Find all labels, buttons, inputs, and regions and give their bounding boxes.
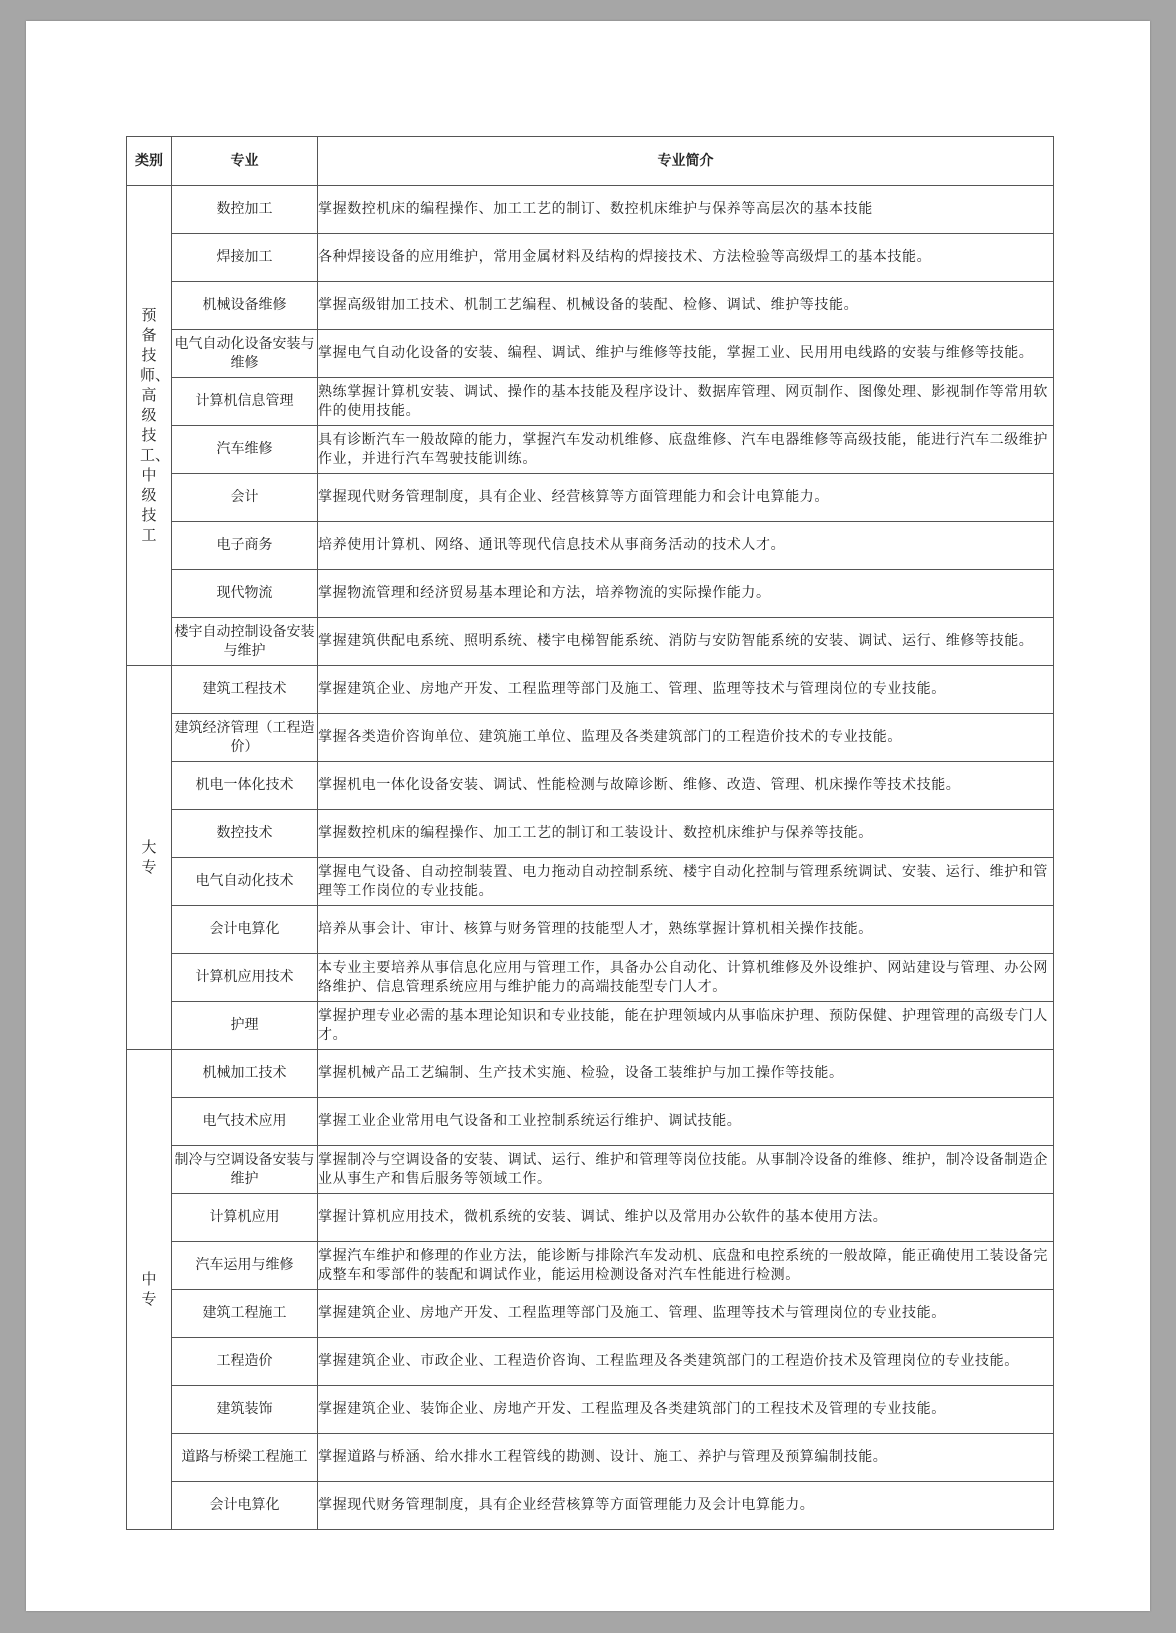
table-row xyxy=(127,474,1054,522)
table-row xyxy=(127,330,1054,378)
major-name: 焊接加工 xyxy=(172,234,318,282)
table-row xyxy=(127,570,1054,618)
major-name: 会计电算化 xyxy=(172,906,318,954)
major-description: 具有诊断汽车一般故障的能力，掌握汽车发动机维修、底盘维修、汽车电器维修等高级技能，能进行汽车二级维护作业，并进行汽车驾驶技能训练。 xyxy=(318,426,1054,474)
major-name: 建筑工程技术 xyxy=(172,666,318,714)
major-description: 掌握建筑企业、装饰企业、房地产开发、工程监理及各类建筑部门的工程技术及管理的专业技能。 xyxy=(318,1386,1054,1434)
major-name: 现代物流 xyxy=(172,570,318,618)
header-intro: 专业简介 xyxy=(318,137,1054,186)
major-description: 掌握机电一体化设备安装、调试、性能检测与故障诊断、维修、改造、管理、机床操作等技术技能。 xyxy=(318,762,1054,810)
major-name: 会计电算化 xyxy=(172,1482,318,1530)
major-name: 电子商务 xyxy=(172,522,318,570)
table-row xyxy=(127,282,1054,330)
major-name: 建筑经济管理（工程造价） xyxy=(172,714,318,762)
table-row xyxy=(127,1050,1054,1098)
category-label: 中专 xyxy=(141,1270,157,1308)
major-description: 本专业主要培养从事信息化应用与管理工作，具备办公自动化、计算机维修及外设维护、网站建设与管理、办公网络维护、信息管理系统应用与维护能力的高端技能型专门人才。 xyxy=(318,954,1054,1002)
table-row xyxy=(127,1146,1054,1194)
major-description: 掌握机械产品工艺编制、生产技术实施、检验，设备工装维护与加工操作等技能。 xyxy=(318,1050,1054,1098)
major-description: 掌握高级钳加工技术、机制工艺编程、机械设备的装配、检修、调试、维护等技能。 xyxy=(318,282,1054,330)
major-description: 掌握制冷与空调设备的安装、调试、运行、维护和管理等岗位技能。从事制冷设备的维修、维护，制冷设备制造企业从事生产和售后服务等领域工作。 xyxy=(318,1146,1054,1194)
table-row xyxy=(127,1098,1054,1146)
major-name: 计算机信息管理 xyxy=(172,378,318,426)
table-row xyxy=(127,1194,1054,1242)
table-row xyxy=(127,954,1054,1002)
table-row xyxy=(127,186,1054,234)
table-row xyxy=(127,906,1054,954)
table-row xyxy=(127,1386,1054,1434)
major-description: 掌握各类造价咨询单位、建筑施工单位、监理及各类建筑部门的工程造价技术的专业技能。 xyxy=(318,714,1054,762)
major-description: 掌握电气自动化设备的安装、编程、调试、维护与维修等技能，掌握工业、民用用电线路的安装与维修等技能。 xyxy=(318,330,1054,378)
major-description: 掌握建筑企业、房地产开发、工程监理等部门及施工、管理、监理等技术与管理岗位的专业技能。 xyxy=(318,1290,1054,1338)
table-row xyxy=(127,426,1054,474)
category-label: 预备技师、高级技工、中级技工 xyxy=(140,306,171,544)
category-cell xyxy=(127,186,172,666)
major-description: 培养使用计算机、网络、通讯等现代信息技术从事商务活动的技术人才。 xyxy=(318,522,1054,570)
major-description: 熟练掌握计算机安装、调试、操作的基本技能及程序设计、数据库管理、网页制作、图像处理、影视制作等常用软件的使用技能。 xyxy=(318,378,1054,426)
major-name: 计算机应用技术 xyxy=(172,954,318,1002)
major-description: 掌握建筑企业、市政企业、工程造价咨询、工程监理及各类建筑部门的工程造价技术及管理岗位的专业技能。 xyxy=(318,1338,1054,1386)
major-name: 机电一体化技术 xyxy=(172,762,318,810)
major-name: 汽车运用与维修 xyxy=(172,1242,318,1290)
major-description: 掌握工业企业常用电气设备和工业控制系统运行维护、调试技能。 xyxy=(318,1098,1054,1146)
category-cell xyxy=(127,666,172,1050)
major-name: 数控加工 xyxy=(172,186,318,234)
major-description: 掌握数控机床的编程操作、加工工艺的制订、数控机床维护与保养等高层次的基本技能 xyxy=(318,186,1054,234)
major-name: 数控技术 xyxy=(172,810,318,858)
major-description: 掌握道路与桥涵、给水排水工程管线的勘测、设计、施工、养护与管理及预算编制技能。 xyxy=(318,1434,1054,1482)
major-name: 汽车维修 xyxy=(172,426,318,474)
major-description: 掌握计算机应用技术，微机系统的安装、调试、维护以及常用办公软件的基本使用方法。 xyxy=(318,1194,1054,1242)
major-description: 掌握物流管理和经济贸易基本理论和方法，培养物流的实际操作能力。 xyxy=(318,570,1054,618)
table-row xyxy=(127,714,1054,762)
table-row xyxy=(127,1434,1054,1482)
major-name: 工程造价 xyxy=(172,1338,318,1386)
major-description: 各种焊接设备的应用维护，常用金属材料及结构的焊接技术、方法检验等高级焊工的基本技能。 xyxy=(318,234,1054,282)
table-row xyxy=(127,1290,1054,1338)
table-row xyxy=(127,762,1054,810)
table-row xyxy=(127,522,1054,570)
table-row xyxy=(127,1002,1054,1050)
major-description: 掌握护理专业必需的基本理论知识和专业技能，能在护理领域内从事临床护理、预防保健、护理管理的高级专门人才。 xyxy=(318,1002,1054,1050)
header-major: 专业 xyxy=(172,137,318,186)
table-row xyxy=(127,378,1054,426)
table-row xyxy=(127,1338,1054,1386)
category-label: 大专 xyxy=(141,838,157,876)
table-row xyxy=(127,618,1054,666)
table-body xyxy=(127,186,1054,1530)
header-category: 类别 xyxy=(127,137,172,186)
major-name: 计算机应用 xyxy=(172,1194,318,1242)
major-description: 掌握建筑企业、房地产开发、工程监理等部门及施工、管理、监理等技术与管理岗位的专业技能。 xyxy=(318,666,1054,714)
major-name: 楼宇自动控制设备安装与维护 xyxy=(172,618,318,666)
table-row xyxy=(127,858,1054,906)
major-name: 建筑工程施工 xyxy=(172,1290,318,1338)
table-row xyxy=(127,1242,1054,1290)
table-row xyxy=(127,234,1054,282)
major-description: 掌握电气设备、自动控制装置、电力拖动自动控制系统、楼宇自动化控制与管理系统调试、安装、运行、维护和管理等工作岗位的专业技能。 xyxy=(318,858,1054,906)
major-description: 掌握数控机床的编程操作、加工工艺的制订和工装设计、数控机床维护与保养等技能。 xyxy=(318,810,1054,858)
major-name: 机械加工技术 xyxy=(172,1050,318,1098)
major-description: 掌握汽车维护和修理的作业方法，能诊断与排除汽车发动机、底盘和电控系统的一般故障，能正确使用工装设备完成整车和零部件的装配和调试作业，能运用检测设备对汽车性能进行检测。 xyxy=(318,1242,1054,1290)
major-name: 电气自动化设备安装与维修 xyxy=(172,330,318,378)
major-name: 制冷与空调设备安装与维护 xyxy=(172,1146,318,1194)
major-name: 建筑装饰 xyxy=(172,1386,318,1434)
table-row xyxy=(127,810,1054,858)
major-name: 机械设备维修 xyxy=(172,282,318,330)
major-name: 会计 xyxy=(172,474,318,522)
major-description: 掌握建筑供配电系统、照明系统、楼宇电梯智能系统、消防与安防智能系统的安装、调试、运行、维修等技能。 xyxy=(318,618,1054,666)
major-name: 护理 xyxy=(172,1002,318,1050)
major-name: 电气技术应用 xyxy=(172,1098,318,1146)
major-description: 培养从事会计、审计、核算与财务管理的技能型人才，熟练掌握计算机相关操作技能。 xyxy=(318,906,1054,954)
major-name: 电气自动化技术 xyxy=(172,858,318,906)
category-cell xyxy=(127,1050,172,1530)
table-row xyxy=(127,1482,1054,1530)
table-row xyxy=(127,666,1054,714)
major-description: 掌握现代财务管理制度，具有企业、经营核算等方面管理能力和会计电算能力。 xyxy=(318,474,1054,522)
majors-table xyxy=(126,136,1054,1530)
major-description: 掌握现代财务管理制度，具有企业经营核算等方面管理能力及会计电算能力。 xyxy=(318,1482,1054,1530)
major-name: 道路与桥梁工程施工 xyxy=(172,1434,318,1482)
